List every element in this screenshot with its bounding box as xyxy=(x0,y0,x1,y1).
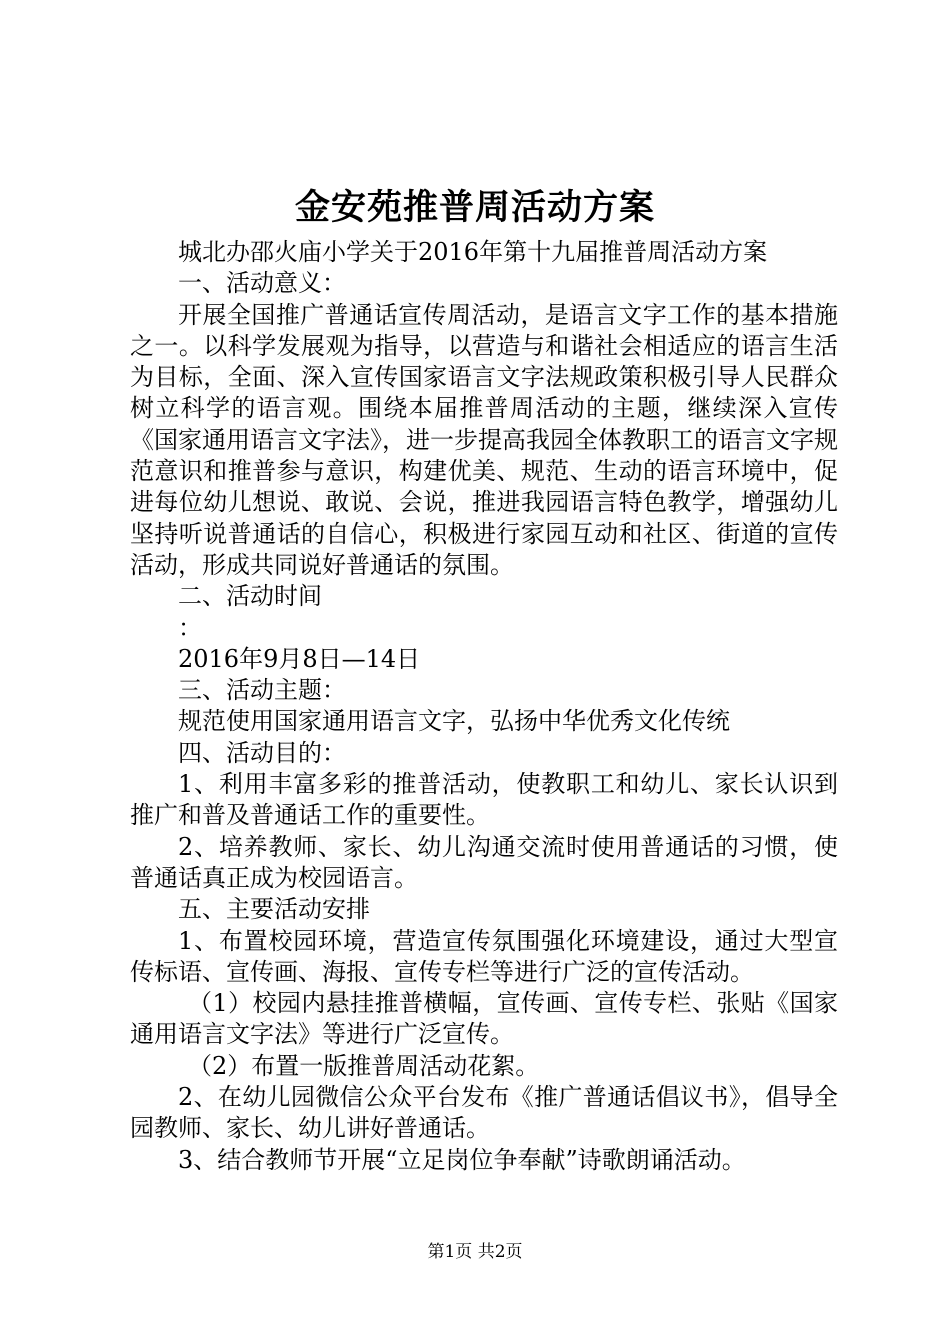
paragraph-significance: 开展全国推广普通话宣传周活动，是语言文字工作的基本措施之一。以科学发展观为指导，以营造与和谐社会相适应的语言生活为目标，全面、深入宣传国家语言文字法规政策积极引导人民群众树立科学的语言观。围绕本届推普周活动的主题，继续深入宣传《国家通用语言文字法》，进一步提高我园全体教职工的语言文字规范意识和推普参与意识，构建优美、规范、生动的语言环境中，促进每位幼儿想说、敢说、会说，推进我园语言特色教学，增强幼儿坚持听说普通话的自信心，积极进行家园互动和社区、街道的宣传活动，形成共同说好普通话的氛围。 xyxy=(130,300,838,579)
heading-time: 二、活动时间 xyxy=(178,582,322,611)
paragraph-time: 2016年9月8日—14日 xyxy=(178,644,421,673)
paragraph-arrangement-3: 3、结合教师节开展“立足岗位争奉献”诗歌朗诵活动。 xyxy=(178,1145,746,1174)
time-colon: ： xyxy=(178,613,202,642)
heading-arrangement: 五、主要活动安排 xyxy=(178,895,370,924)
paragraph-arrangement-1-2: （2）布置一版推普周活动花絮。 xyxy=(188,1051,540,1080)
paragraph-arrangement-1: 1、布置校园环境，营造宣传氛围强化环境建设，通过大型宣传标语、宣传画、海报、宣传专栏等进行广泛的宣传活动。 xyxy=(130,926,838,986)
page-footer: 第1页 共2页 xyxy=(427,1242,523,1262)
heading-purpose: 四、活动目的： xyxy=(178,738,346,767)
paragraph-purpose-1: 1、利用丰富多彩的推普活动，使教职工和幼儿、家长认识到推广和普及普通话工作的重要性。 xyxy=(130,770,838,830)
paragraph-arrangement-1-1: （1）校园内悬挂推普横幅，宣传画、宣传专栏、张贴《国家通用语言文字法》等进行广泛宣传。 xyxy=(130,989,838,1049)
paragraph-theme: 规范使用国家通用语言文字，弘扬中华优秀文化传统 xyxy=(178,707,730,736)
paragraph-subtitle: 城北办邵火庙小学关于2016年第十九届推普周活动方案 xyxy=(178,238,768,266)
heading-theme: 三、活动主题： xyxy=(178,676,346,705)
paragraph-arrangement-2: 2、在幼儿园微信公众平台发布《推广普通话倡议书》，倡导全园教师、家长、幼儿讲好普通话。 xyxy=(130,1083,838,1143)
heading-significance: 一、活动意义： xyxy=(178,269,346,298)
paragraph-purpose-2: 2、培养教师、家长、幼儿沟通交流时使用普通话的习惯，使普通话真正成为校园语言。 xyxy=(130,832,838,892)
document-title: 金安苑推普周活动方案 xyxy=(294,187,655,228)
document-body xyxy=(130,237,838,1176)
